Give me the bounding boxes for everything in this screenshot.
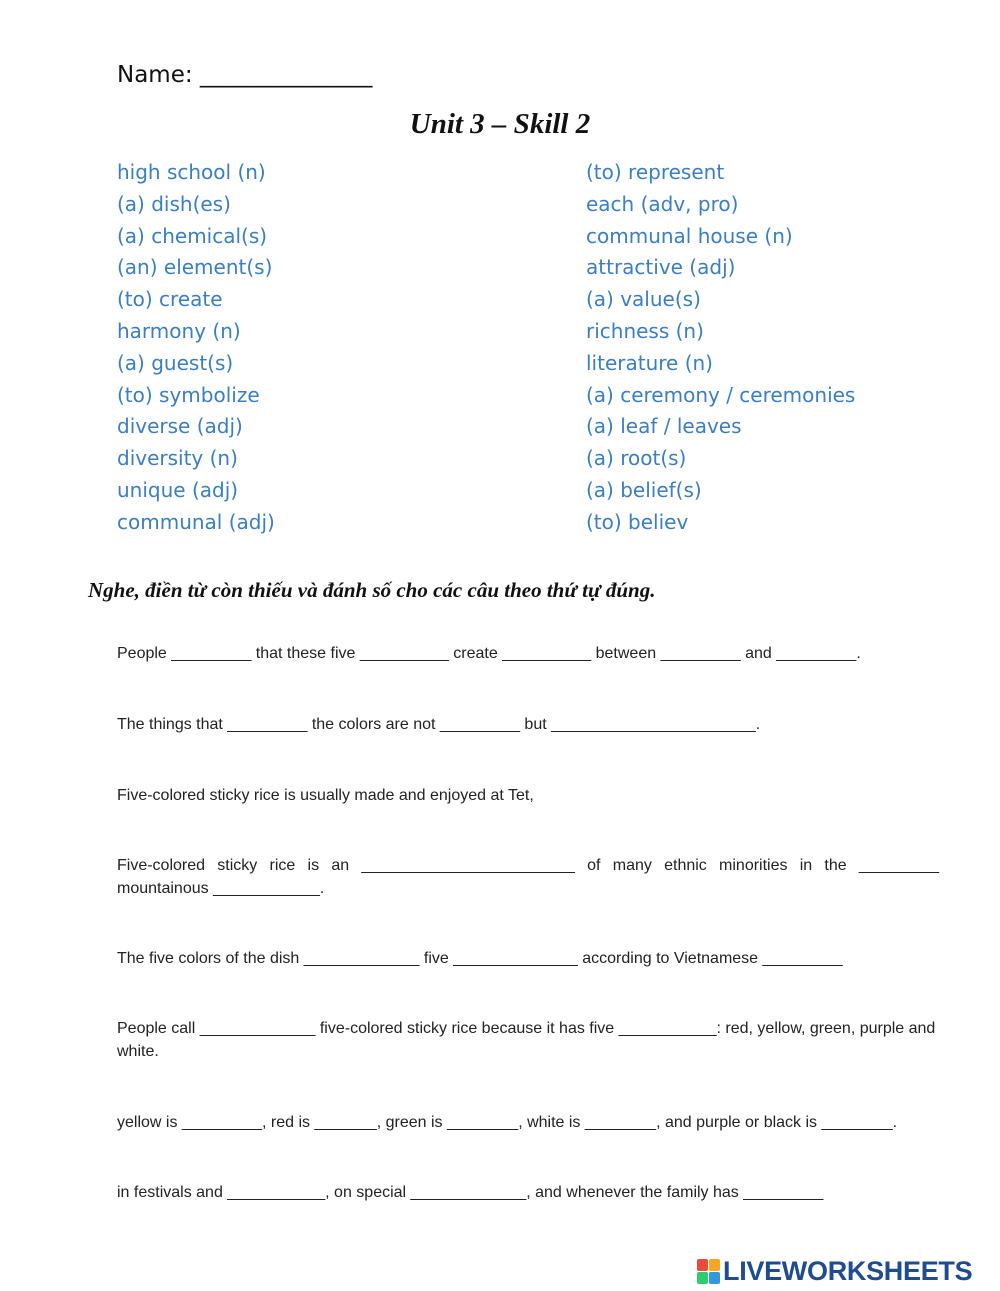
- vocab-list-left: [117, 157, 275, 539]
- vocab-item: communal (adj): [117, 509, 275, 534]
- sentence-item: Five-colored sticky rice is an ________________________ of many ethnic minorities in the _________ mountainous ____________.: [117, 857, 939, 897]
- worksheet-title: Unit 3 – Skill 2: [409, 108, 591, 140]
- vocab-item: (a) dish(es): [117, 191, 231, 216]
- vocab-item: (an) element(s): [117, 255, 273, 280]
- logo-mark-icon: [697, 1259, 720, 1284]
- sentence-item: People call _____________ five-colored sticky rice because it has five ___________: red, yellow, green, purple and white.: [117, 1020, 936, 1060]
- name-field-label: Name: _______________: [117, 62, 373, 88]
- vocab-item: (to) symbolize: [117, 382, 260, 407]
- vocab-item: communal house (n): [586, 223, 793, 248]
- vocab-item: (to) believ: [586, 509, 689, 534]
- vocab-item: attractive (adj): [586, 255, 736, 280]
- liveworksheets-logo: [697, 1256, 972, 1286]
- sentence-item: The things that _________ the colors are not _________ but _______________________.: [117, 716, 761, 733]
- vocab-item: each (adv, pro): [586, 191, 739, 216]
- vocab-item: unique (adj): [117, 477, 239, 502]
- vocab-item: (to) represent: [586, 160, 725, 184]
- vocab-item: (a) chemical(s): [117, 223, 268, 248]
- vocab-item: (a) ceremony / ceremonies: [586, 382, 856, 407]
- vocab-item: (a) belief(s): [586, 477, 702, 502]
- logo-text: LIVEWORKSHEETS: [723, 1255, 973, 1286]
- vocab-item: (to) create: [117, 287, 223, 312]
- exercise-instruction: Nghe, điền từ còn thiếu và đánh số cho các câu theo thứ tự đúng.: [88, 578, 656, 602]
- vocab-item: literature (n): [586, 350, 713, 375]
- vocab-item: harmony (n): [117, 318, 241, 343]
- sentence-item: People _________ that these five __________ create __________ between _________ and _________.: [117, 645, 861, 662]
- sentence-item: in festivals and ___________, on special _____________, and whenever the family has _________: [117, 1184, 824, 1201]
- vocab-item: (a) root(s): [586, 446, 687, 471]
- vocab-item: (a) guest(s): [117, 350, 234, 375]
- vocab-item: (a) leaf / leaves: [586, 414, 742, 439]
- vocab-item: high school (n): [117, 160, 266, 184]
- vocab-item: richness (n): [586, 318, 704, 343]
- sentence-item: Five-colored sticky rice is usually made and enjoyed at Tet,: [117, 787, 534, 804]
- vocab-item: (a) value(s): [586, 287, 701, 312]
- sentence-item: yellow is _________, red is _______, green is ________, white is ________, and purple or black is ________.: [117, 1114, 898, 1131]
- sentence-item: The five colors of the dish _____________ five ______________ according to Vietnamese _________: [117, 950, 843, 967]
- vocab-item: diverse (adj): [117, 414, 243, 439]
- vocab-list-right: [586, 157, 855, 539]
- vocab-item: diversity (n): [117, 446, 238, 471]
